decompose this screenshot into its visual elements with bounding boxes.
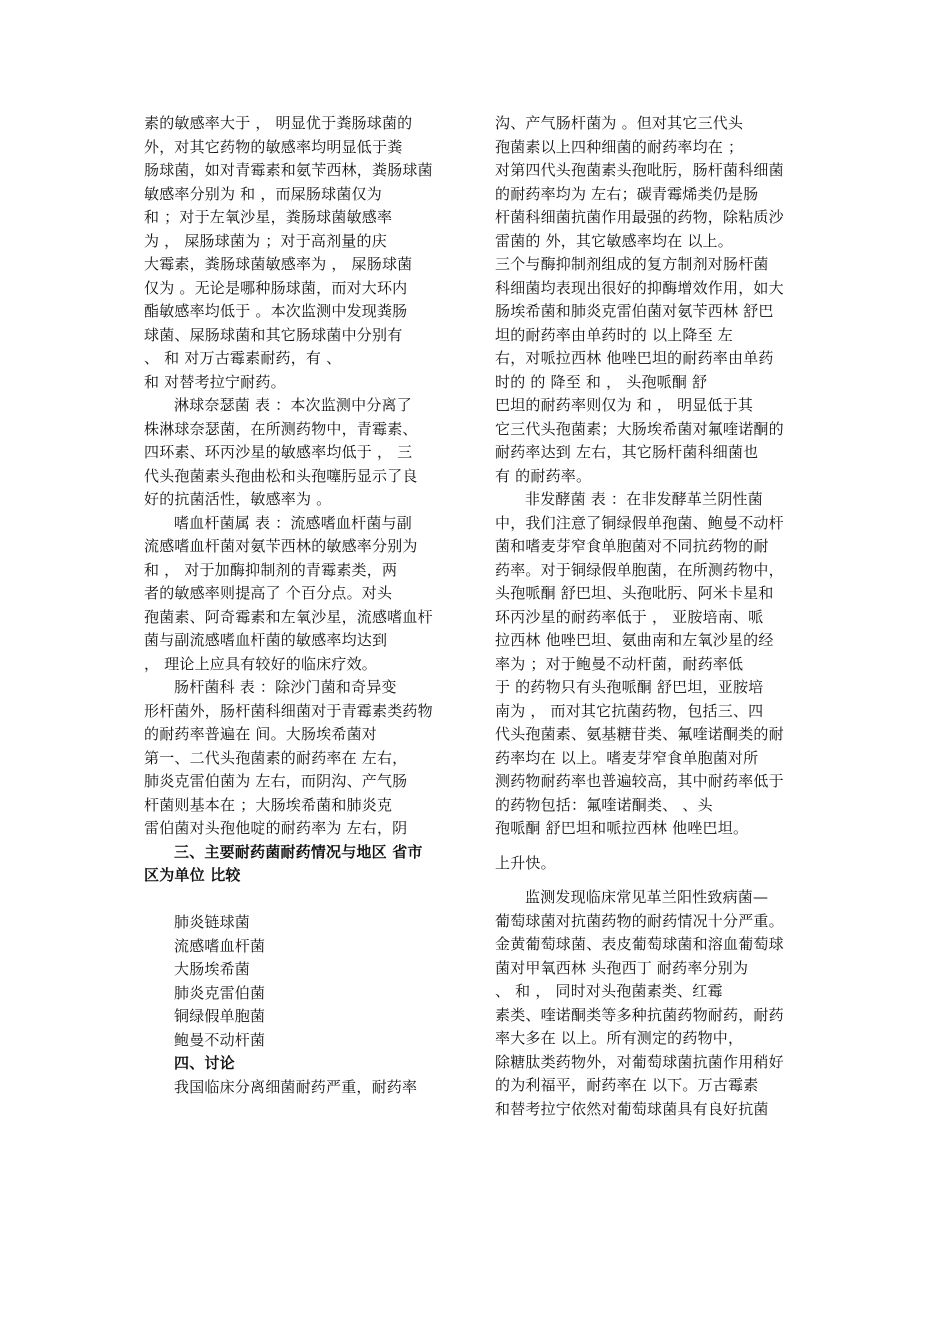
text-line: 流感嗜血杆菌 <box>174 936 266 955</box>
text-line: 大肠埃希菌 <box>174 960 251 978</box>
section-heading: 四、讨论 <box>174 1054 235 1072</box>
text-line: 肺炎链球菌 <box>174 913 251 931</box>
text-line: 敏感率分别为 和 ，而屎肠球菌仅为 <box>144 184 382 203</box>
text-line: 肠杆菌科 表 ：除沙门菌和奇异变 <box>174 678 397 696</box>
text-line: 代头孢菌素、氨基糖苷类、氟喹诺酮类的耐 <box>495 725 784 743</box>
text-line: 上升快。 <box>495 853 556 872</box>
text-line: 的为利福平，耐药率在 以下。万古霉素 <box>495 1076 759 1094</box>
text-line: 金黄葡萄球菌、表皮葡萄球菌和溶血葡萄球 <box>495 935 784 953</box>
text-line: 测药物耐药率也普遍较高，其中耐药率低于 <box>495 772 784 790</box>
text-line: 淋球奈瑟菌 表 ：本次监测中分离了 <box>174 396 412 414</box>
text-line: 铜绿假单胞菌 <box>174 1007 266 1025</box>
text-line: 监测发现临床常见革兰阳性致病菌— <box>525 888 769 906</box>
text-line: 肠埃希菌和肺炎克雷伯菌对氨苄西林 舒巴 <box>495 302 774 320</box>
text-line: 杆菌科细菌抗菌作用最强的药物，除粘质沙 <box>495 208 784 226</box>
text-line: 者的敏感率则提高了 个百分点。对头 <box>144 584 393 602</box>
text-line: 环丙沙星的耐药率低于 ， 亚胺培南、哌 <box>495 607 764 626</box>
text-line: 株淋球奈瑟菌，在所测药物中，青霉素、 <box>144 419 418 438</box>
text-line: 我国临床分离细菌耐药严重，耐药率 <box>174 1077 418 1096</box>
text-line: 仅为 。无论是哪种肠球菌，而对大环内 <box>144 278 408 297</box>
text-line: 、 和 对万古霉素耐药，有 、 <box>144 349 342 367</box>
text-line: 孢哌酮 舒巴坦和哌拉西林 他唑巴坦。 <box>495 819 749 837</box>
paragraph-gap <box>495 841 815 852</box>
text-line: 外，对其它药物的敏感率均明显低于粪 <box>144 137 403 156</box>
text-line: 雷菌的 外，其它敏感率均在 以上。 <box>495 231 733 250</box>
text-line: 第一、二代头孢菌素的耐药率在 左右， <box>144 748 408 767</box>
text-line: 鲍曼不动杆菌 <box>174 1030 266 1049</box>
text-line: 右，对哌拉西林 他唑巴坦的耐药率由单药 <box>495 349 774 367</box>
paragraph-gap <box>495 875 815 886</box>
text-line: 巴坦的耐药率则仅为 和 ， 明显低于其 <box>495 396 754 414</box>
text-line: 对第四代头孢菌素头孢吡肟，肠杆菌科细菌 <box>495 161 784 179</box>
text-line: 素类、喹诺酮类等多种抗菌药物耐药，耐药 <box>495 1005 784 1024</box>
text-line: 它三代头孢菌素；大肠埃希菌对氟喹诺酮的 <box>495 419 784 438</box>
text-line: 和 对替考拉宁耐药。 <box>144 372 286 391</box>
text-line: 孢菌素以上四种细菌的耐药率均在 ； <box>495 137 744 156</box>
text-line: 南为 ， 而对其它抗菌药物，包括三、四 <box>495 701 764 720</box>
text-line: 药率。对于铜绿假单胞菌，在所测药物中， <box>495 560 784 579</box>
text-line: 球菌、屎肠球菌和其它肠球菌中分别有 <box>144 325 403 344</box>
section-heading: 三、主要耐药菌耐药情况与地区 省市 <box>174 842 423 861</box>
text-line: 有 的耐药率。 <box>495 466 592 485</box>
text-line: 和 ；对于左氧沙星，粪肠球菌敏感率 <box>144 208 393 226</box>
text-line: 非发酵菌 表 ：在非发酵革兰阴性菌 <box>525 490 763 508</box>
text-line: 好的抗菌活性，敏感率为 。 <box>144 490 332 508</box>
text-line: 嗜血杆菌属 表 ：流感嗜血杆菌与副 <box>174 513 412 532</box>
text-line: 杆菌则基本在 ；大肠埃希菌和肺炎克 <box>144 795 393 814</box>
text-line <box>144 888 464 912</box>
text-line: 除糖肽类药物外，对葡萄球菌抗菌作用稍好 <box>495 1052 784 1071</box>
right-column <box>495 112 815 1121</box>
text-line: 菌和嗜麦芽窄食单胞菌对不同抗药物的耐 <box>495 537 769 555</box>
text-line: 形杆菌外，肠杆菌科细菌对于青霉素类药物 <box>144 701 433 720</box>
text-line: 药率均在 以上。嗜麦芽窄食单胞菌对所 <box>495 748 759 767</box>
text-line: 的药物包括：氟喹诺酮类、 、头 <box>495 795 713 814</box>
text-line: 头孢哌酮 舒巴坦、头孢吡肟、阿米卡星和 <box>495 584 774 602</box>
text-line: 的耐药率普遍在 间。大肠埃希菌对 <box>144 725 377 743</box>
text-line: 雷伯菌对头孢他啶的耐药率为 左右，阴 <box>144 819 408 837</box>
text-line: 拉西林 他唑巴坦、氨曲南和左氧沙星的经 <box>495 631 774 649</box>
text-line: 沟、产气肠杆菌为 。但对其它三代头 <box>495 114 744 132</box>
text-line: 葡萄球菌对抗菌药物的耐药情况十分严重。 <box>495 911 784 930</box>
text-line: 代头孢菌素头孢曲松和头孢噻肟显示了良 <box>144 466 418 485</box>
text-line: 流感嗜血杆菌对氨苄西林的敏感率分别为 <box>144 537 418 555</box>
text-line: 三个与酶抑制剂组成的复方制剂对肠杆菌 <box>495 255 769 273</box>
text-line: 耐药率达到 左右，其它肠杆菌科细菌也 <box>495 443 759 461</box>
text-line: 菌对甲氧西林 头孢西丁 耐药率分别为 <box>495 958 749 977</box>
text-line: 菌与副流感嗜血杆菌的敏感率均达到 <box>144 631 388 649</box>
text-line: 率为 ；对于鲍曼不动杆菌，耐药率低 <box>495 654 744 673</box>
text-line: 孢菌素、阿奇霉素和左氧沙星，流感嗜血杆 <box>144 607 433 626</box>
text-line: 坦的耐药率由单药时的 以上降至 左 <box>495 325 733 344</box>
text-line: 中，我们注意了铜绿假单孢菌、鲍曼不动杆 <box>495 513 784 532</box>
text-line: 时的 的 降至 和 ， 头孢哌酮 舒 <box>495 372 708 391</box>
text-line: 和替考拉宁依然对葡萄球菌具有良好抗菌 <box>495 1099 769 1118</box>
section-heading: 区为单位 比较 <box>144 866 241 884</box>
text-line: 为 ， 屎肠球菌为 ；对于高剂量的庆 <box>144 231 387 250</box>
text-line: 和 ， 对于加酶抑制剂的青霉素类，两 <box>144 560 398 579</box>
text-line: 率大多在 以上。所有测定的药物中， <box>495 1029 744 1047</box>
text-line: 四环素、环丙沙星的敏感率均低于 ， 三 <box>144 443 413 461</box>
text-line: 、 和 ， 同时对头孢菌素类、红霉 <box>495 982 723 1000</box>
text-line: 科细菌均表现出很好的抑酶增效作用，如大 <box>495 278 784 297</box>
text-line: ， 理论上应具有较好的临床疗效。 <box>144 654 377 673</box>
left-column <box>144 112 464 1099</box>
text-line: 肠球菌，如对青霉素和氨苄西林，粪肠球菌 <box>144 161 433 179</box>
text-line: 于 的药物只有头孢哌酮 舒巴坦，亚胺培 <box>495 678 764 696</box>
text-line: 肺炎克雷伯菌为 左右，而阴沟、产气肠 <box>144 772 408 790</box>
text-line: 酯敏感率均低于 。本次监测中发现粪肠 <box>144 302 408 320</box>
text-line: 大霉素，粪肠球菌敏感率为 ， 屎肠球菌 <box>144 255 413 273</box>
text-line: 的耐药率均为 左右；碳青霉烯类仍是肠 <box>495 184 759 203</box>
text-line: 肺炎克雷伯菌 <box>174 983 266 1002</box>
text-line: 素的敏感率大于 ， 明显优于粪肠球菌的 <box>144 114 413 132</box>
